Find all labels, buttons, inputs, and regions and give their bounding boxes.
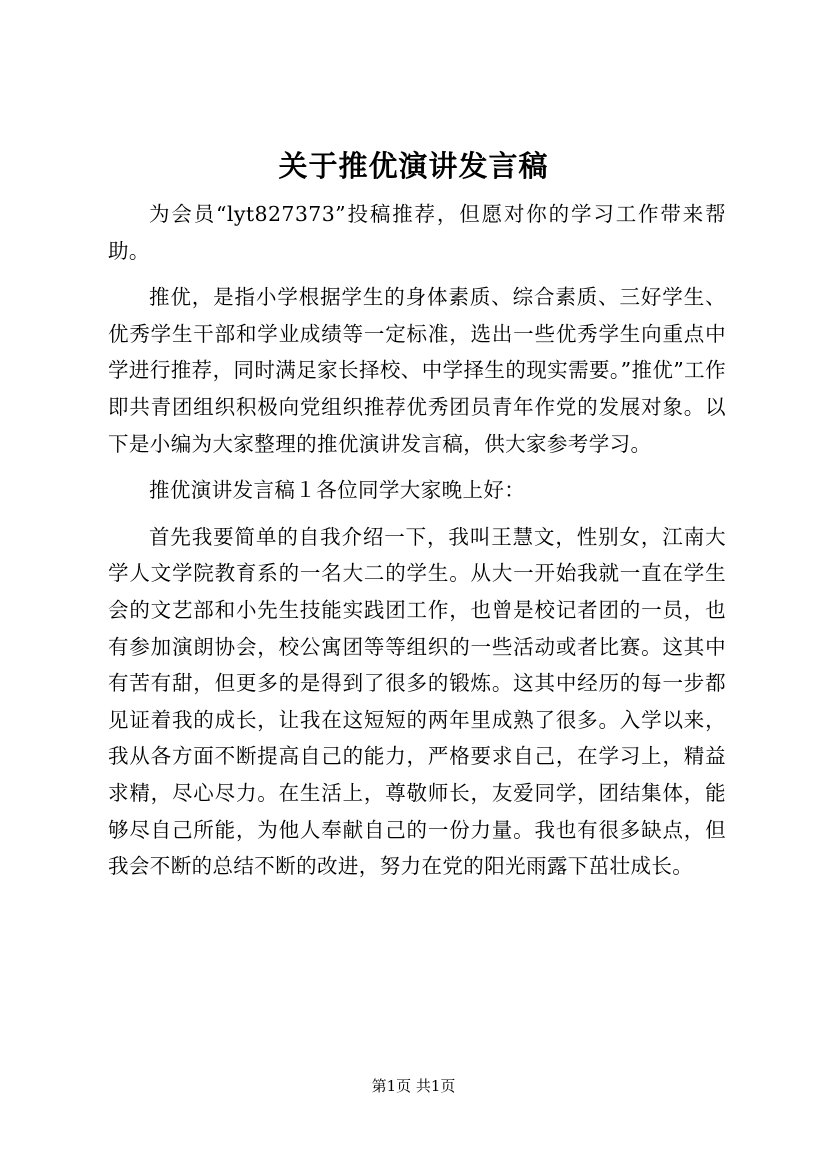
paragraph-speech-body: 首先我要简单的自我介绍一下，我叫王慧文，性别女，江南大学人文学院教育系的一名大二的学生。从大一开始我就一直在学生会的文艺部和小先生技能实践团工作，也曾是校记者团的一员，也有参加演朗协会，校公寓团等等组织的一些活动或者比赛。这其中有苦有甜，但更多的是得到了很多的锻炼。这其中经历的每一步都见证着我的成长，让我在这短短的两年里成熟了很多。入学以来，我从各方面不断提高自己的能力，严格要求自己，在学习上，精益求精，尽心尽力。在生活上，尊敬师长，友爱同学，团结集体，能够尽自己所能，为他人奉献自己的一份力量。我也有很多缺点，但我会不断的总结不断的改进，努力在党的阳光雨露下茁壮成长。 [108, 524, 726, 879]
document-body [108, 196, 726, 895]
page-footer: 第1页 共1页 [371, 1077, 456, 1095]
paragraph-contributor-note: 为会员“lyt827373”投稿推荐，但愿对你的学习工作带来帮助。 [108, 202, 726, 263]
document-title: 关于推优演讲发言稿 [278, 149, 549, 183]
paragraph-introduction: 推优，是指小学根据学生的身体素质、综合素质、三好学生、优秀学生干部和学业成绩等一定标准，选出一些优秀学生向重点中学进行推荐，同时满足家长择校、中学择生的现实需要。”推优”工作即共青团组织积极向党组织推荐优秀团员青年作党的发展对象。以下是小编为大家整理的推优演讲发言稿，供大家参考学习。 [108, 285, 726, 456]
paragraph-speech-heading: 推优演讲发言稿１各位同学大家晚上好： [149, 478, 526, 503]
